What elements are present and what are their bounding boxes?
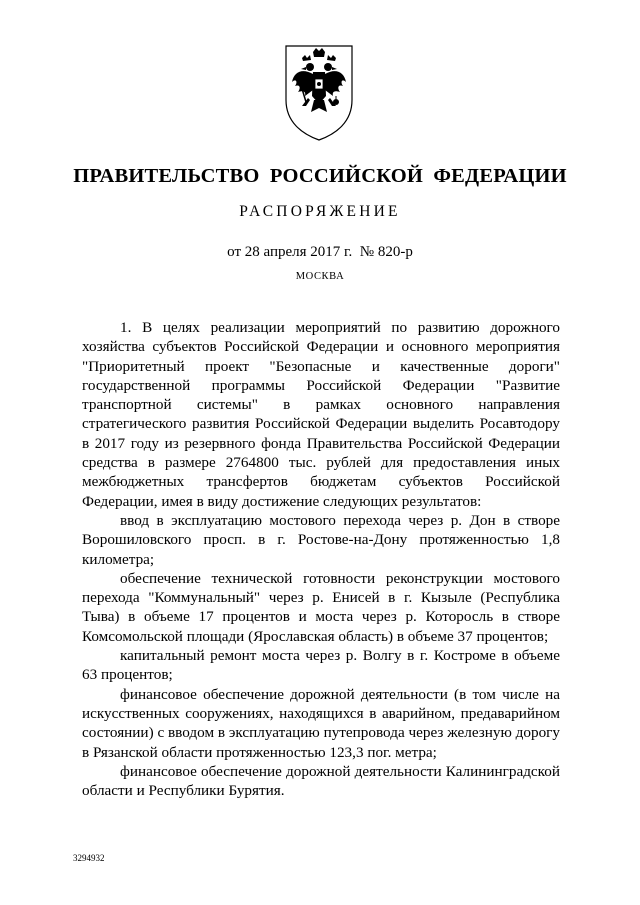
paragraph: финансовое обеспечение дорожной деятельности (в том числе на искусственных сооружениях, находящихся в аварийном, предаварийном состоянии) с вводом в эксплуатацию путепровода через железную дорогу в Рязанской области протяженностью 123,3 пог. метра; — [82, 685, 560, 761]
paragraph: 1. В целях реализации мероприятий по развитию дорожного хозяйства субъектов Российской Федерации и основного мероприятия "Приоритетный проект "Безопасные и качественные дороги" государственной программы Российской Федерации "Развитие транспортной системы" в рамках основного направления стратегического развития Российской Федерации выделить Росавтодору в 2017 году из резервного фонда Правительства Российской Федерации средства в размере 2764800 тыс. рублей для предоставления иных межбюджетных трансфертов бюджетам субъектов Российской Федерации, имея в виду достижение следующих результатов: — [82, 319, 560, 510]
government-title: ПРАВИТЕЛЬСТВО РОССИЙСКОЙ ФЕДЕРАЦИИ — [73, 165, 567, 187]
paragraph: ввод в эксплуатацию мостового перехода через р. Дон в створе Ворошиловского просп. в г. Ростове-на-Дону протяженностью 1,8 километра; — [82, 511, 560, 568]
russian-coat-of-arms-icon — [278, 38, 360, 142]
document-code: 3294932 — [73, 853, 105, 863]
document-date-number: от 28 апреля 2017 г. № 820-р — [227, 244, 413, 260]
paragraph: финансовое обеспечение дорожной деятельности Калининградской области и Республики Бурятия. — [82, 762, 560, 800]
paragraph: обеспечение технической готовности реконструкции мостового перехода "Коммунальный" через р. Енисей в г. Кызыле (Республика Тыва) в объеме 17 процентов и моста через р. Которосль в створе Комсомольской площади (Ярославская область) в объеме 37 процентов; — [82, 569, 560, 645]
paragraph: капитальный ремонт моста через р. Волгу в г. Костроме в объеме 63 процентов; — [82, 647, 560, 684]
document-city: МОСКВА — [295, 271, 345, 282]
document-type: РАСПОРЯЖЕНИЕ — [239, 203, 401, 220]
order-body — [82, 318, 560, 800]
